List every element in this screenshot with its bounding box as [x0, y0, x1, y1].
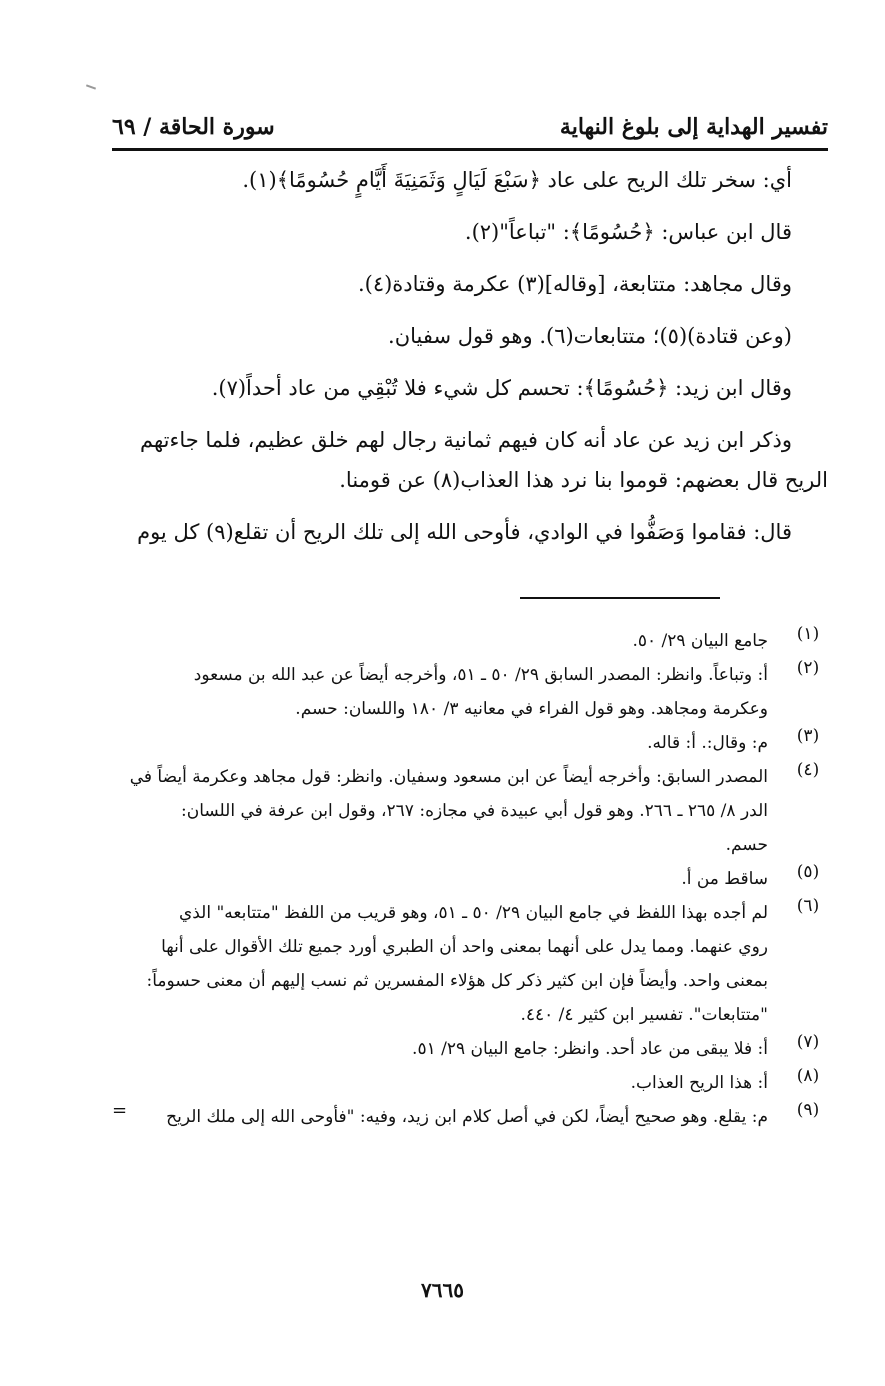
footnote-text: [112, 658, 768, 726]
footnote-2: [112, 658, 828, 726]
paragraph-4: (وعن قتادة)(٥)؛ متتابعات(٦). وهو قول سفيان.: [388, 324, 792, 348]
footnote-text: [112, 760, 768, 862]
main-text: [112, 164, 828, 568]
footnote-9: [112, 1100, 828, 1134]
footnote-7: [112, 1032, 828, 1066]
paragraph-2: قال ابن عباس: ﴿حُسُومًا﴾: "تباعاً"(٢).: [464, 220, 792, 244]
footnote-number: (٨): [796, 1066, 820, 1086]
footnote-5: [112, 862, 828, 896]
footnote-8: [112, 1066, 828, 1100]
footnote-number: (٦): [796, 896, 820, 916]
paragraph-3: وقال مجاهد: متتابعة، [وقاله](٣) عكرمة وقتادة(٤).: [357, 272, 792, 296]
footnote-text: [112, 726, 768, 760]
footnote-number: (٢): [796, 658, 820, 678]
sura-title: سورة الحاقة / ٦٩: [112, 114, 275, 140]
running-header: [112, 108, 828, 144]
footnote-line: أ: وتباعاً. وانظر: المصدر السابق ٢٩/ ٥٠ ـ ٥١، وأخرجه أيضاً عن عبد الله بن مسعود: [193, 665, 768, 685]
paragraph-7: قال: فقاموا وَصَفُّوا في الوادي، فأوحى الله إلى تلك الريح أن تقلع(٩) كل يوم: [137, 520, 792, 544]
footnote-3: [112, 726, 828, 760]
footnote-line: م: يقلع. وهو صحيح أيضاً، لكن في أصل كلام ابن زيد، وفيه: "فأوحى الله إلى ملك الريح: [166, 1107, 768, 1127]
footnote-line: جامع البيان ٢٩/ ٥٠.: [632, 631, 768, 651]
paragraph-6: [112, 424, 828, 516]
footnote-number: (١): [796, 624, 820, 644]
footnote-line: ساقط من أ.: [681, 869, 768, 889]
footnote-line: روي عنهما. ومما يدل على أنهما بمعنى واحد أن الطبري أورد جميع تلك الأقوال على أنها: [161, 937, 768, 957]
footnote-6: [112, 896, 828, 1032]
footnote-line: م: وقال:. أ: قاله.: [647, 733, 768, 753]
footnote-1: [112, 624, 828, 658]
footnote-number: (٧): [796, 1032, 820, 1052]
footnote-line: حسم.: [725, 835, 768, 855]
footnote-number: (٩): [796, 1100, 820, 1120]
footnote-text: [112, 896, 768, 1032]
footnote-line: أ: فلا يبقى من عاد أحد. وانظر: جامع البيان ٢٩/ ٥١.: [412, 1039, 768, 1059]
footnote-number: (٣): [796, 726, 820, 746]
footnote-text: [112, 1032, 768, 1066]
page-number: ٧٦٦٥: [421, 1278, 464, 1302]
book-title: تفسير الهداية إلى بلوغ النهاية: [559, 114, 828, 140]
footnotes: [112, 624, 828, 1134]
paragraph-5: وقال ابن زيد: ﴿حُسُومًا﴾: تحسم كل شيء فلا تُبْقِي من عاد أحداً(٧).: [211, 376, 792, 400]
footnote-4: [112, 760, 828, 862]
footnote-line: أ: هذا الريح العذاب.: [630, 1073, 768, 1093]
footnote-line: "متتابعات". تفسير ابن كثير ٤/ ٤٤٠.: [520, 1005, 768, 1025]
footnote-line: وعكرمة ومجاهد. وهو قول الفراء في معانيه ٣/ ١٨٠ واللسان: حسم.: [295, 699, 768, 719]
footnote-text: [112, 1066, 768, 1100]
footnote-number: (٥): [796, 862, 820, 882]
header-rule: [112, 148, 828, 151]
footnote-line: بمعنى واحد. وأيضاً فإن ابن كثير ذكر كل هؤلاء المفسرين ثم نسب إليهم أن معنى حسوماً:: [146, 971, 768, 991]
footnote-text: [112, 862, 768, 896]
footnote-divider: [520, 597, 720, 599]
footnote-line: المصدر السابق: وأخرجه أيضاً عن ابن مسعود وسفيان. وانظر: قول مجاهد وعكرمة أيضاً في: [129, 767, 768, 787]
footnote-line: الدر ٨/ ٢٦٥ ـ ٢٦٦. وهو قول أبي عبيدة في مجازه: ٢٦٧، وقول ابن عرفة في اللسان:: [181, 801, 768, 821]
paragraph-6-line-2: الريح قال بعضهم: قوموا بنا نرد هذا العذاب(٨) عن قومنا.: [339, 468, 828, 492]
footnote-line: لم أجده بهذا اللفظ في جامع البيان ٢٩/ ٥٠ ـ ٥١، وهو قريب من اللفظ "متتابعه" الذي: [178, 903, 768, 923]
scan-mark: [86, 84, 96, 89]
paragraph-1: أي: سخر تلك الريح على عاد ﴿سَبْعَ لَيَالٍ وَثَمَنِيَةَ أَيَّامٍ حُسُومًا﴾(١).: [242, 168, 792, 192]
paragraph-6-line-1: وذكر ابن زيد عن عاد أنه كان فيهم ثمانية رجال لهم خلق عظيم، فلما جاءتهم: [139, 428, 792, 452]
footnote-number: (٤): [796, 760, 820, 780]
continuation-mark: =: [112, 1100, 128, 1121]
footnote-text: [112, 624, 768, 658]
footnote-text: [112, 1100, 768, 1134]
